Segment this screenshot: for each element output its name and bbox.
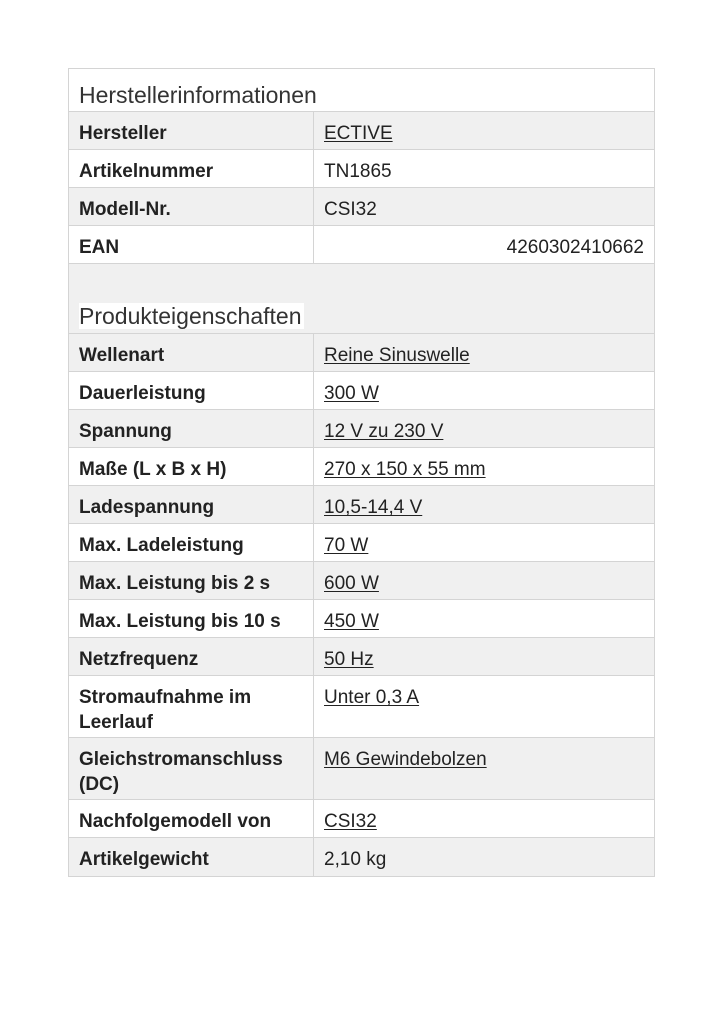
- nachfolgemodell-link[interactable]: CSI32: [324, 811, 377, 832]
- row-label-ean: EAN: [79, 237, 120, 258]
- manufacturer-link[interactable]: ECTIVE: [324, 123, 393, 144]
- spannung-link[interactable]: 12 V zu 230 V: [324, 421, 444, 442]
- table-row: [69, 448, 654, 486]
- table-row: [69, 150, 654, 188]
- table-row: [69, 486, 654, 524]
- table-row: [69, 838, 654, 876]
- masse-link[interactable]: 270 x 150 x 55 mm: [324, 459, 486, 480]
- row-value-modell-nr: CSI32: [324, 199, 377, 220]
- table-row: [69, 638, 654, 676]
- stromaufnahme-link[interactable]: Unter 0,3 A: [324, 687, 420, 708]
- row-label-dauerleistung: Dauerleistung: [79, 383, 206, 404]
- row-label-masse: Maße (L x B x H): [79, 459, 227, 480]
- row-label-max-leistung-10s: Max. Leistung bis 10 s: [79, 611, 281, 632]
- gleichstromanschluss-link[interactable]: M6 Gewindebolzen: [324, 749, 487, 770]
- table-row: [69, 600, 654, 638]
- row-value-artikelnummer: TN1865: [324, 161, 392, 182]
- netzfrequenz-link[interactable]: 50 Hz: [324, 649, 374, 670]
- row-label-gleichstromanschluss: Gleichstromanschluss (DC): [79, 749, 283, 795]
- table-row: [69, 676, 654, 738]
- product-section-header: [69, 264, 654, 334]
- table-row: [69, 334, 654, 372]
- table-row: [69, 738, 654, 800]
- table-row: [69, 112, 654, 150]
- table-row: [69, 226, 654, 264]
- row-label-hersteller: Hersteller: [79, 123, 167, 144]
- row-label-max-leistung-2s: Max. Leistung bis 2 s: [79, 573, 271, 594]
- row-label-spannung: Spannung: [79, 421, 172, 442]
- product-section-title: Produkteigenschaften: [79, 303, 302, 329]
- row-label-nachfolgemodell: Nachfolgemodell von: [79, 811, 272, 832]
- row-label-artikelnummer: Artikelnummer: [79, 161, 214, 182]
- table-row: [69, 562, 654, 600]
- table-row: [69, 188, 654, 226]
- spec-table: [68, 68, 655, 877]
- table-row: [69, 800, 654, 838]
- table-row: [69, 410, 654, 448]
- ladespannung-link[interactable]: 10,5-14,4 V: [324, 497, 423, 518]
- row-label-wellenart: Wellenart: [79, 345, 165, 366]
- row-label-max-ladeleistung: Max. Ladeleistung: [79, 535, 244, 556]
- row-value-artikelgewicht: 2,10 kg: [324, 849, 387, 870]
- row-label-netzfrequenz: Netzfrequenz: [79, 649, 199, 670]
- row-label-stromaufnahme: Stromaufnahme im Leerlauf: [79, 687, 252, 733]
- dauerleistung-link[interactable]: 300 W: [324, 383, 379, 404]
- max-leistung-10s-link[interactable]: 450 W: [324, 611, 379, 632]
- row-label-modell-nr: Modell-Nr.: [79, 199, 171, 220]
- table-row: [69, 524, 654, 562]
- manufacturer-section-title: Herstellerinformationen: [69, 69, 654, 112]
- table-row: [69, 372, 654, 410]
- row-label-ladespannung: Ladespannung: [79, 497, 215, 518]
- max-ladeleistung-link[interactable]: 70 W: [324, 535, 369, 556]
- row-label-artikelgewicht: Artikelgewicht: [79, 849, 209, 870]
- max-leistung-2s-link[interactable]: 600 W: [324, 573, 379, 594]
- wellenart-link[interactable]: Reine Sinuswelle: [324, 345, 470, 366]
- row-value-ean: 4260302410662: [506, 237, 644, 258]
